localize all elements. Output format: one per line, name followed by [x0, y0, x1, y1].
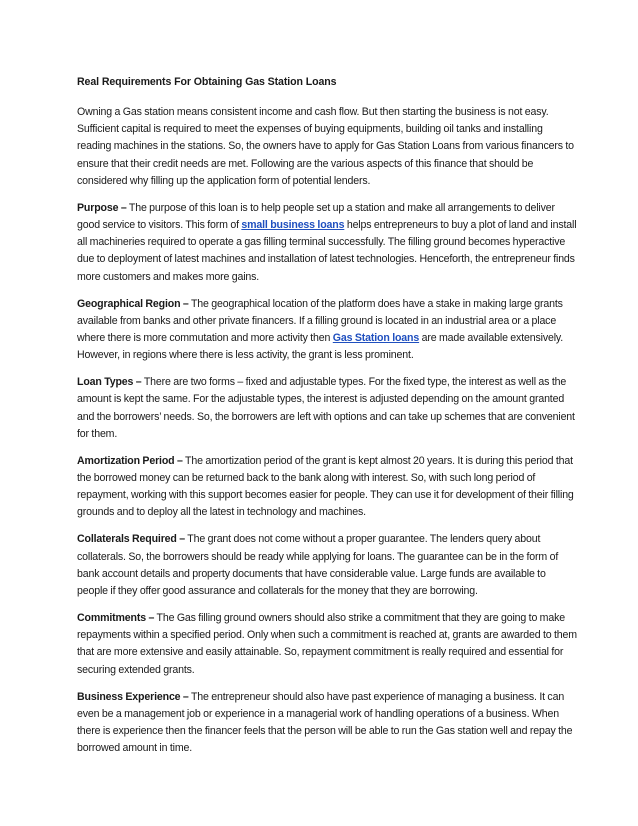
amortization-paragraph	[77, 453, 578, 522]
experience-heading: Business Experience –	[77, 690, 189, 703]
intro-paragraph: Owning a Gas station means consistent income and cash flow. But then starting the business is not easy. Sufficient capital is required to meet the expenses of buying equipments, building oil tanks and installing reading machines in the stations. So, the owners have to apply for Gas Station Loans from various financers to ensure that their credit needs are met. Following are the various aspects of this finance that should be considered why filling up the application form of potential lenders.	[77, 106, 574, 187]
collaterals-text: The grant does not come without a proper guarantee. The lenders query about collaterals. So, the borrowers should be ready while applying for loans. The guarantee can be in the form of bank account details and property documents that have considerable value. Large funds are available to people if they offer good assurance and collaterals for the money that they are borrowing.	[77, 533, 559, 598]
small-business-loans-link[interactable]: small business loans	[241, 219, 345, 232]
experience-text: The entrepreneur should also have past experience of managing a business. It can even be a management job or experience in a managerial work of handling operations of a business. When there is experience then the financer feels that the person will be able to run the Gas station well and repay the borrowed amount in time.	[77, 690, 573, 755]
geographical-paragraph	[77, 296, 578, 365]
gas-station-loans-link[interactable]: Gas Station loans	[332, 332, 420, 345]
loan-types-text: There are two forms – fixed and adjustable types. For the fixed type, the interest as well as the amount is kept the same. For the adjustable types, the interest is adjusted depending on the amount granted and the borrowers’ needs. So, the borrowers are left with options and can take up schemes that are convenient for them.	[77, 376, 575, 440]
geographical-text-before: The geographical location of the platform does have a stake in making large grants available from banks and other private financers. If a filling ground is located in an industrial area or a place where there is more commutation and more activity then	[77, 297, 563, 345]
purpose-text-before: The purpose of this loan is to help people set up a station and make all arrangements to deliver good service to visitors. This form of	[77, 201, 555, 232]
document-title: Real Requirements For Obtaining Gas Station Loans	[77, 76, 337, 88]
commitments-heading: Commitments –	[77, 612, 155, 625]
commitments-text: The Gas filling ground owners should also strike a commitment that they are going to make repayments within a specified period. Only when such a commitment is reached at, grants are awarded to them that are more extensive and easily attainable. So, repayment commitment is really required and essential for securing extended grants.	[77, 612, 577, 676]
geographical-text-after: are made available extensively. However, in regions where there is less activity, the grant is less prominent.	[77, 332, 564, 362]
amortization-heading: Amortization Period –	[77, 454, 183, 467]
loan-types-paragraph	[77, 374, 578, 443]
collaterals-paragraph	[77, 531, 578, 600]
purpose-paragraph	[77, 200, 578, 286]
commitments-paragraph	[77, 610, 578, 679]
loan-types-heading: Loan Types –	[77, 376, 142, 389]
purpose-text-after: helps entrepreneurs to buy a plot of land and install all machineries required to operate a gas filling terminal successfully. The filling ground becomes hyperactive due to deployment of latest machines and installation of latest technologies. Henceforth, the entrepreneur finds more customers and makes more gains.	[77, 219, 577, 283]
geographical-heading: Geographical Region –	[77, 297, 189, 310]
collaterals-heading: Collaterals Required –	[77, 533, 185, 546]
purpose-heading: Purpose –	[77, 201, 127, 214]
experience-paragraph	[77, 689, 578, 758]
amortization-text: The amortization period of the grant is kept almost 20 years. It is during this period that the borrowed money can be returned back to the bank along with interest. So, with such long period of repayment, working with this support becomes easier for people. They can use it for development of their filling grounds and to deploy all the latest in technology and machines.	[77, 454, 574, 519]
